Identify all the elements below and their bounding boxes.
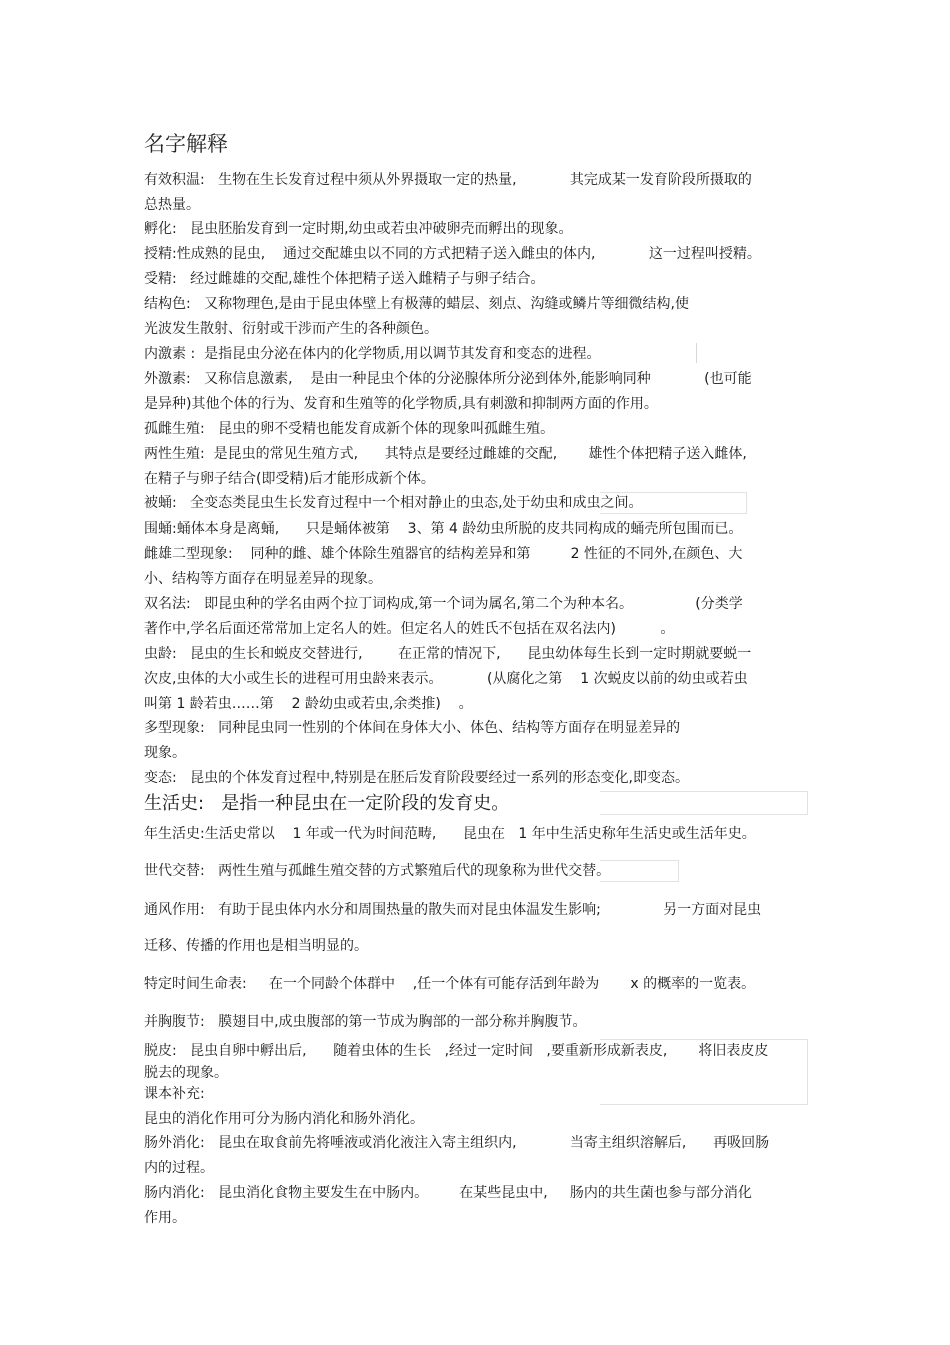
text-line: 生活史: 是指一种昆虫在一定阶段的发育史。 — [144, 793, 510, 814]
text-line: 脱去的现象。 — [144, 1065, 228, 1081]
text-line: 多型现象: 同种昆虫同一性别的个体间在身体大小、体色、结构等方面存在明显差异的 — [144, 720, 681, 736]
text-line: 内激素 : 是指昆虫分泌在体内的化学物质,用以调节其发育和变态的进程。 — [144, 346, 601, 362]
text-line: 肠内消化: 昆虫消化食物主要发生在中肠内。 在某些昆虫中, 肠内的共生菌也参与部分消化 — [144, 1185, 752, 1201]
text-line: 受精: 经过雌雄的交配,雄性个体把精子送入雌精子与卵子结合。 — [144, 271, 545, 287]
text-line: 迁移、传播的作用也是相当明显的。 — [144, 938, 368, 954]
text-line: 围蛹:蛹体本身是离蛹, 只是蛹体被第 3、第 4 龄幼虫所脱的皮共同构成的蛹壳所包围而已。 — [144, 521, 743, 537]
text-line: 作用。 — [144, 1210, 186, 1226]
text-line: 世代交替: 两性生殖与孤雌生殖交替的方式繁殖后代的现象称为世代交替。 — [144, 863, 611, 879]
text-line: 著作中,学名后面还常常加上定名人的姓。但定名人的姓氏不包括在双名法内) 。 — [144, 621, 675, 637]
text-line: 总热量。 — [144, 197, 200, 213]
text-line: 通风作用: 有助于昆虫体内水分和周围热量的散失而对昆虫体温发生影响; 另一方面对昆虫 — [144, 902, 762, 918]
text-line: 肠外消化: 昆虫在取食前先将唾液或消化液注入寄主组织内, 当寄主组织溶解后, 再吸回肠 — [144, 1135, 770, 1151]
text-line: 课本补充: — [144, 1086, 205, 1102]
text-line: 孵化: 昆虫胚胎发育到一定时期,幼虫或若虫冲破卵壳而孵出的现象。 — [144, 221, 573, 237]
text-line: 外激素: 又称信息激素, 是由一种昆虫个体的分泌腺体所分泌到体外,能影响同种 (也可能 — [144, 371, 752, 387]
text-line: 雌雄二型现象: 同种的雌、雄个体除生殖器官的结构差异和第 2 性征的不同外,在颜色、大 — [144, 546, 743, 562]
text-line: 年生活史:生活史常以 1 年或一代为时间范畴, 昆虫在 1 年中生活史称年生活史或生活年史。 — [144, 826, 756, 842]
text-line: 特定时间生命表: 在一个同龄个体群中 ,任一个体有可能存活到年龄为 x 的概率的一览表。 — [144, 976, 756, 992]
text-line: 是异种)其他个体的行为、发育和生殖等的化学物质,具有刺激和抑制两方面的作用。 — [144, 396, 658, 412]
text-line: 并胸腹节: 膜翅目中,成虫腹部的第一节成为胸部的一部分称并胸腹节。 — [144, 1014, 587, 1030]
text-line: 小、结构等方面存在明显差异的现象。 — [144, 571, 382, 587]
text-line: 内的过程。 — [144, 1160, 214, 1176]
text-line: 在精子与卵子结合(即受精)后才能形成新个体。 — [144, 471, 435, 487]
scan-box-line — [600, 860, 679, 882]
scan-box-line — [600, 791, 808, 815]
text-line: 授精:性成熟的昆虫, 通过交配雄虫以不同的方式把精子送入雌虫的体内, 这一过程叫授精。 — [144, 246, 761, 262]
text-line: 脱皮: 昆虫自卵中孵出后, 随着虫体的生长 ,经过一定时间 ,要重新形成新表皮, 将旧表皮皮 — [144, 1043, 769, 1059]
scan-box-line — [600, 343, 697, 363]
text-line: 变态: 昆虫的个体发育过程中,特别是在胚后发育阶段要经过一系列的形态变化,即变态。 — [144, 770, 689, 786]
page-title: 名字解释 — [144, 132, 228, 156]
text-line: 结构色: 又称物理色,是由于昆虫体壁上有极薄的蜡层、刻点、沟缝或鳞片等细微结构,使 — [144, 296, 689, 312]
text-line: 次皮,虫体的大小或生长的进程可用虫龄来表示。 (从腐化之第 1 次蜕皮以前的幼虫或若虫 — [144, 671, 748, 687]
text-line: 被蛹: 全变态类昆虫生长发育过程中一个相对静止的虫态,处于幼虫和成虫之间。 — [144, 495, 643, 511]
text-line: 双名法: 即昆虫种的学名由两个拉丁词构成,第一个词为属名,第二个为种本名。 (分类学 — [144, 596, 743, 612]
text-line: 孤雌生殖: 昆虫的卵不受精也能发育成新个体的现象叫孤雌生殖。 — [144, 421, 555, 437]
text-line: 有效积温: 生物在生长发育过程中须从外界摄取一定的热量, 其完成某一发育阶段所摄取的 — [144, 172, 752, 188]
text-line: 叫第 1 龄若虫……第 2 龄幼虫或若虫,余类推) 。 — [144, 696, 473, 712]
text-line: 虫龄: 昆虫的生长和蜕皮交替进行, 在正常的情况下, 昆虫幼体每生长到一定时期就要蜕一 — [144, 646, 752, 662]
text-line: 两性生殖: 是昆虫的常见生殖方式, 其特点是要经过雌雄的交配, 雄性个体把精子送入雌体, — [144, 446, 747, 462]
text-line: 昆虫的消化作用可分为肠内消化和肠外消化。 — [144, 1111, 424, 1127]
text-line: 光波发生散射、衍射或干涉而产生的各种颜色。 — [144, 321, 438, 337]
text-line: 现象。 — [144, 745, 186, 761]
